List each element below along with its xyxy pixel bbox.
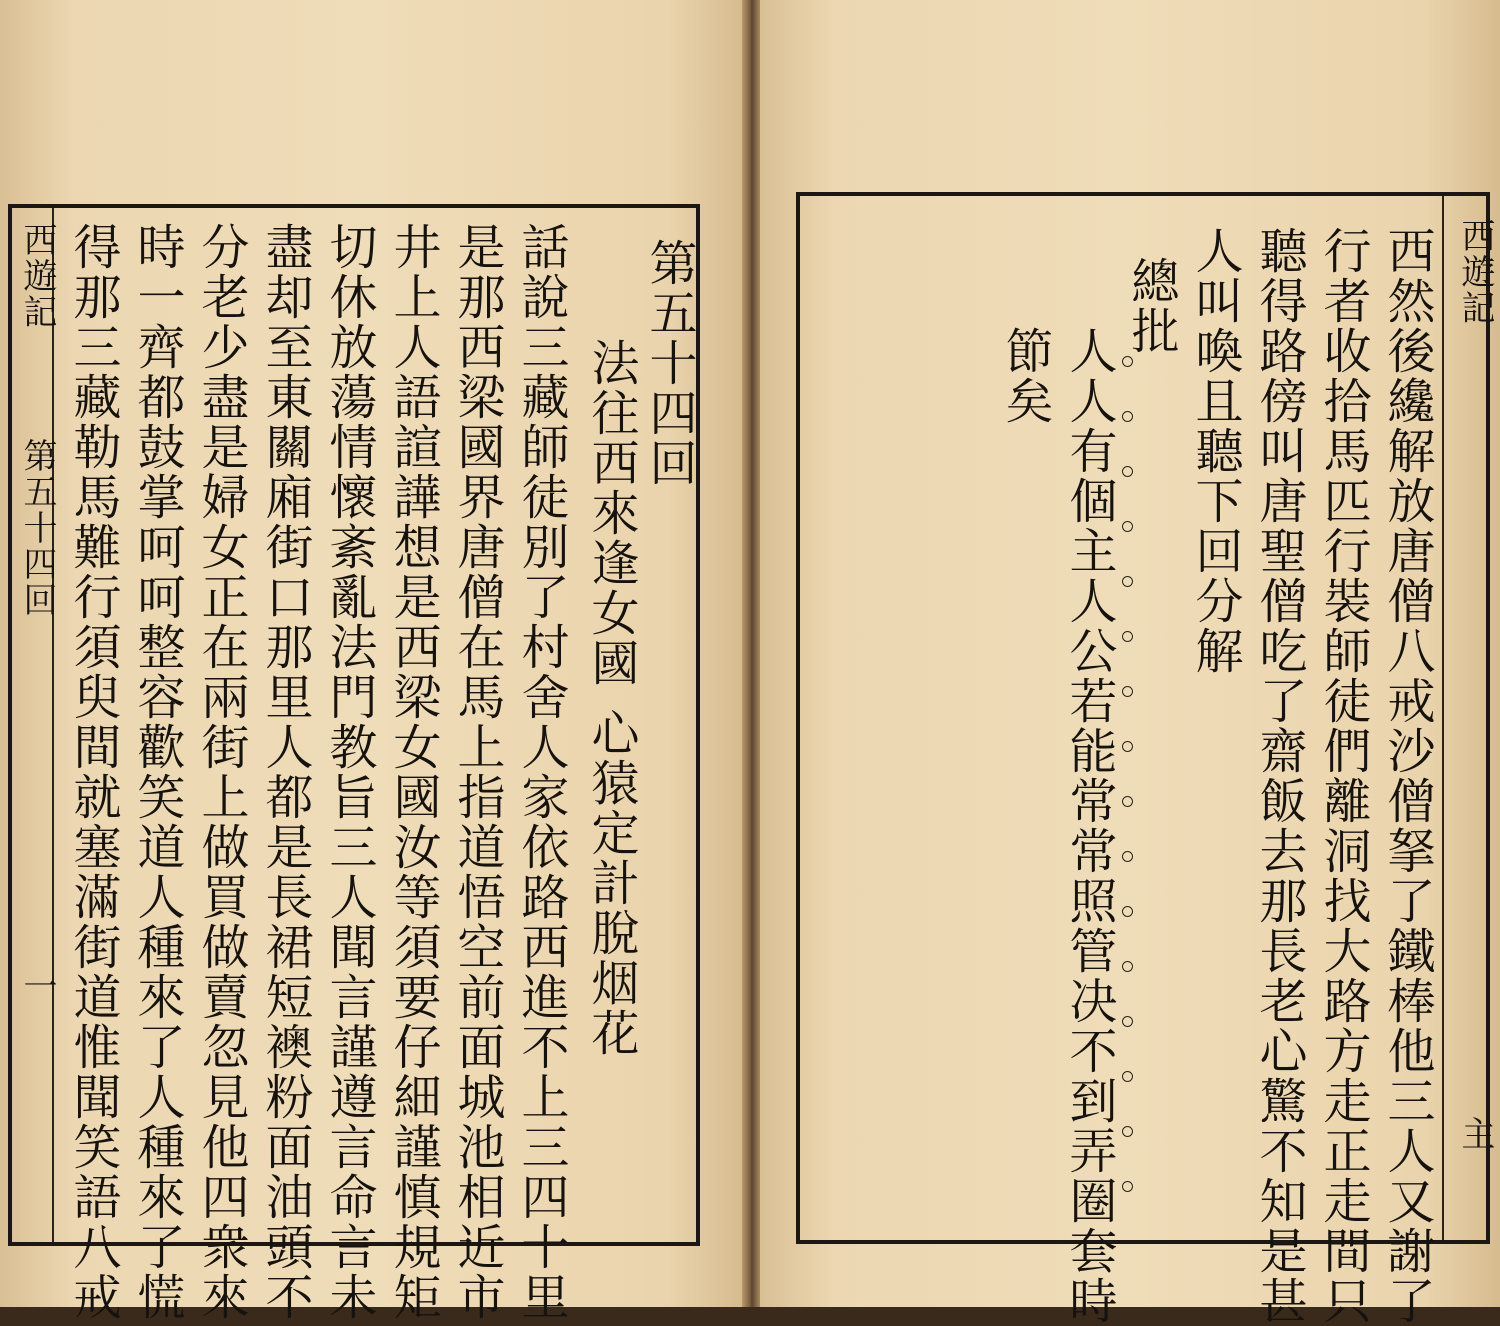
right-page <box>760 0 1500 1326</box>
text-column-2: 行者收拾馬匹行裝師徒們離洞找大路方走正走間只 <box>1315 226 1371 1326</box>
text-column-8: 得那三藏勒馬難行須臾間就塞滿街道惟聞笑語八戒 <box>65 222 121 1322</box>
emphasis-circles <box>1122 356 1140 1236</box>
text-column-5: 盡却至東關廂街口那里人都是長裙短襖粉面油頭不 <box>257 222 313 1322</box>
text-column-4: 切休放蕩情懷紊亂法門教旨三人聞言謹遵言命言未 <box>321 222 377 1322</box>
text-column-7: 時一齊都鼓掌呵呵整容歡笑道人種來了人種來了慌 <box>129 222 185 1322</box>
text-column-1: 西然後纔解放唐僧八戒沙僧拏了鐵棒他三人又謝了 <box>1379 226 1435 1326</box>
column-rule <box>1442 196 1444 1240</box>
column-rule <box>52 208 54 1242</box>
commentary-line-2: 節矣 <box>997 326 1053 426</box>
left-page-frame <box>8 204 700 1322</box>
right-page-frame <box>796 192 1495 1326</box>
left-page <box>0 0 742 1322</box>
text-column-6: 分老少盡是婦女正在兩街上做買做賣忽見他四衆來 <box>193 222 249 1322</box>
margin-book-title: 西遊記 <box>17 222 57 330</box>
commentary-label: 總批 <box>1123 256 1179 356</box>
text-column-2: 是那西梁國界唐僧在馬上指道悟空前面城池相近市 <box>449 222 505 1322</box>
text-column-3: 井上人語諠譁想是西梁女國汝等須要仔細謹慎規矩 <box>385 222 441 1322</box>
margin-chapter-number: 第五十四回 <box>17 438 57 618</box>
margin-book-title: 西遊記 <box>1455 218 1495 326</box>
chapter-title: 第五十四回 <box>641 238 697 488</box>
margin-page-number: 主 <box>1455 1116 1495 1152</box>
text-column-4: 人叫喚且聽下回分解 <box>1187 226 1243 676</box>
text-column-1: 話說三藏師徒別了村舍人家依路西進不上三四十里 <box>513 222 569 1322</box>
commentary-line-1: 人人有個主人公若能常常照管决不到弄圈套時 <box>1061 326 1117 1326</box>
chapter-subtitle-a: 法往西來逢女國 <box>583 338 639 688</box>
chapter-subtitle-b: 心猿定計脫烟花 <box>583 708 639 1058</box>
book-gutter <box>742 0 760 1307</box>
margin-page-number: 一 <box>17 968 57 1004</box>
text-column-3: 聽得路傍叫唐聖僧吃了齋飯去那長老心驚不知是甚 <box>1251 226 1307 1326</box>
